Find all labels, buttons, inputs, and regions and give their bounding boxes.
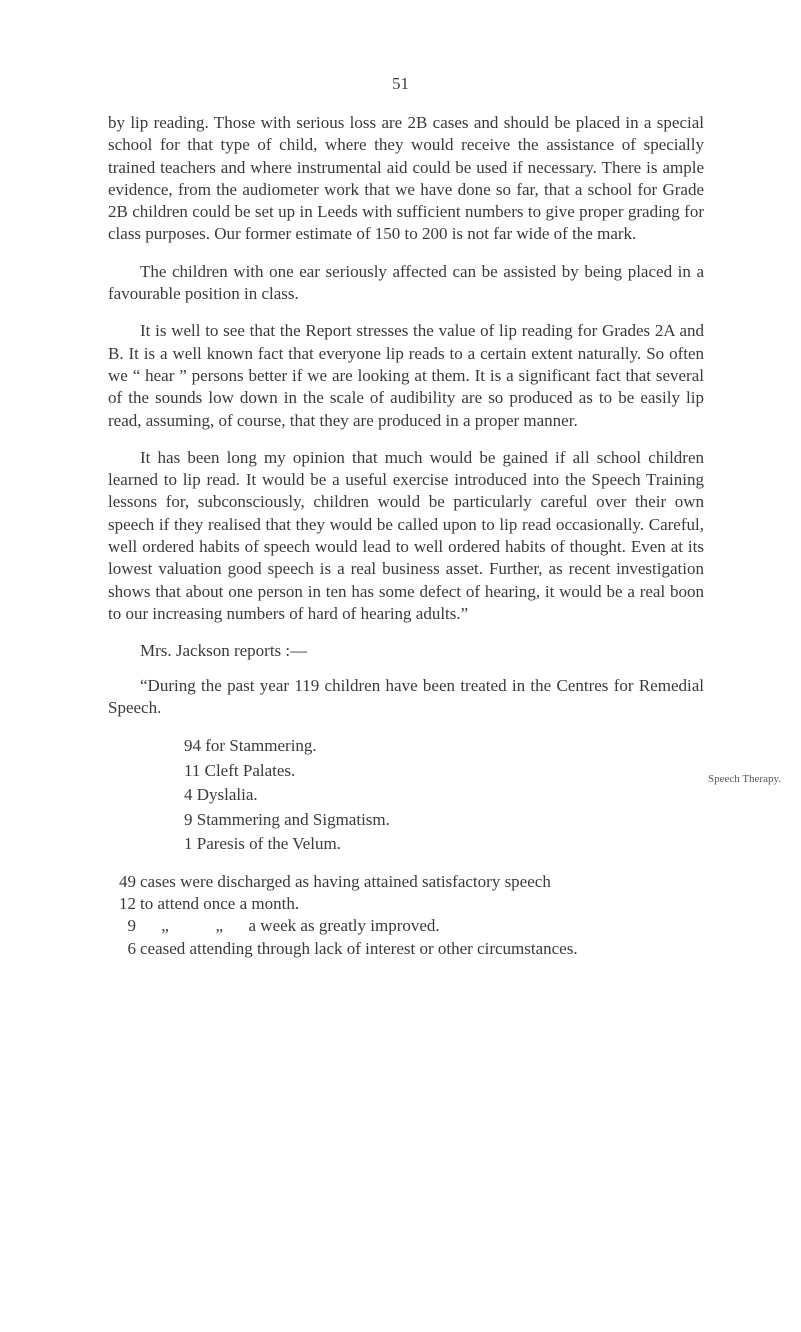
treatment-item: 1 Paresis of the Velum.	[184, 834, 341, 854]
outcome-count: 9	[127, 916, 136, 936]
reports-line: Mrs. Jackson reports :—	[140, 641, 308, 661]
outcome-text: cases were discharged as having attained satisfactory speech	[140, 871, 551, 891]
outcome-item	[108, 915, 704, 937]
ditto-mark: „	[215, 916, 224, 936]
treatment-item: 4 Dyslalia.	[184, 785, 258, 805]
treatment-item: 11 Cleft Palates.	[184, 760, 296, 780]
margin-note: Speech Therapy.	[708, 773, 781, 785]
treatment-item: 9 Stammering and Sigmatism.	[184, 809, 390, 829]
outcome-list	[108, 871, 704, 960]
outcome-text: a week as greatly improved.	[248, 916, 440, 936]
body-text	[108, 112, 704, 960]
during-paragraph: “During the past year 119 children have been treated in the Centres for Remedial Speech.	[108, 675, 704, 717]
treatment-item: 94 for Stammering.	[184, 736, 317, 756]
outcome-text: ceased attending through lack of interest or other circumstances.	[140, 938, 578, 958]
outcome-item	[108, 893, 704, 915]
outcome-count: 12	[119, 893, 136, 913]
outcome-item	[108, 938, 704, 960]
paragraph-1: by lip reading. Those with serious loss are 2B cases and should be placed in a special school for that type of child, where they would receive the assistance of specially trained teachers and where instrumental aid could be used if necessary. There is ample evidence, from the audiometer work that we have done so far, that a school for Grade 2B children could be set up in Leeds with sufficient numbers to give proper grading for class purposes. Our former estimate of 150 to 200 is not far wide of the mark.	[108, 113, 704, 244]
outcome-item	[108, 871, 704, 893]
treatment-list	[108, 734, 704, 857]
paragraph-4: It has been long my opinion that much would be gained if all school children learned to lip read. It would be a useful exercise introduced into the Speech Training lessons for, subconsciously, children would be particularly careful over their own speech if they realised that they would be called upon to lip read occasionally. Careful, well ordered habits of speech would lead to well ordered habits of thought. Even at its lowest valuation good speech is a real business asset. Further, as recent investigation shows that about one person in ten has some defect of hearing, it would be a real boon to our increasing numbers of hard of hearing adults.”	[108, 447, 704, 623]
ditto-mark: „	[161, 916, 169, 936]
page-number: 51	[392, 74, 409, 93]
paragraph-2: The children with one ear seriously affected can be assisted by being placed in a favourable position in class.	[108, 261, 704, 304]
paragraph-3: It is well to see that the Report stresses the value of lip reading for Grades 2A and B. It is a well known fact that everyone lip reads to a certain extent naturally. So often we “ hear ” persons better if we are looking at them. It is a significant fact that several of the sounds low down in the scale of audibility are so produced as to be easily lip read, assuming, of course, that they are produced in a proper manner.	[108, 321, 704, 430]
outcome-text: to attend once a month.	[140, 893, 300, 913]
outcome-count: 49	[119, 871, 136, 891]
outcome-count: 6	[127, 938, 136, 958]
